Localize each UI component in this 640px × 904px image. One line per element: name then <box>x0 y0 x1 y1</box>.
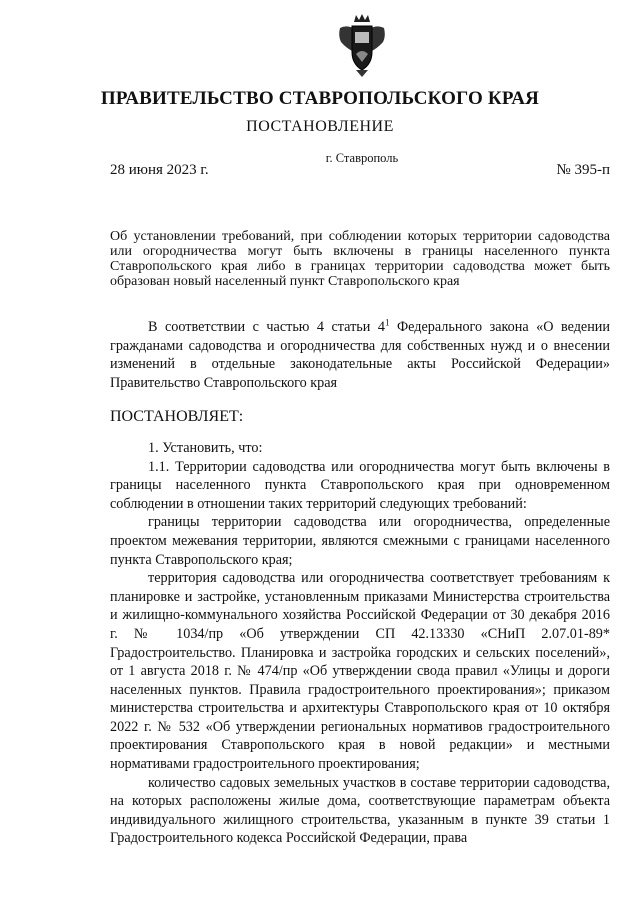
document-body <box>110 318 610 848</box>
preamble-superscript: 1 <box>384 317 390 328</box>
paragraph: количество садовых земельных участков в составе территории садоводства, на которых расположены жилые дома, соответствующие параметрам объекта индивидуального жилищного строительства, указанным в пункте 39 статьи 1 Градостроительного кодекса Российской Федерации, права <box>110 774 610 847</box>
document-date: 28 июня 2023 г. <box>110 162 209 178</box>
city: г. Ставрополь <box>325 151 399 165</box>
document-type: ПОСТАНОВЛЕНИЕ <box>246 118 394 135</box>
decree-word: ПОСТАНОВЛЯЕТ: <box>110 408 244 426</box>
preamble <box>110 318 610 392</box>
paragraph: 1.1. Территории садоводства или огородничества могут быть включены в границы населенного пункта Ставропольского края при одновременном соблюдении в отношении таких территорий следующих требований: <box>110 458 610 512</box>
paragraph: границы территории садоводства или огородничества, определенные проектом межевания территории, являются смежными с границами населенного пункта Ставропольского края; <box>110 514 610 568</box>
paragraph: территория садоводства или огородничества соответствует требованиям к планировке и застройке, установленным приказами Министерства строительства и жилищно-коммунального хозяйства Российской Федерации от 30 декабря 2016 г. № 1034/пр «Об утверждении СП 42.13330 «СНиП 2.07.01-89* Градостроительство. Планировка и застройка городских и сельских поселений», от 1 августа 2018 г. № 474/пр «Об утверждении свода правил «Улицы и дороги населенных пунктов. Правила градостроительного проектирования»; приказом министерства строительства и архитектуры Ставропольского края от 10 октября 2022 г. № 532 «Об утверждении региональных нормативов градостроительного проектирования Ставропольского края в новой редакции» и местными нормативами градостроительного проектирования; <box>110 570 610 773</box>
preamble-text: В соответствии с частью 4 статьи 4 <box>148 319 385 335</box>
organization-name: ПРАВИТЕЛЬСТВО СТАВРОПОЛЬСКОГО КРАЯ <box>100 88 540 109</box>
paragraph: 1. Установить, что: <box>148 439 263 456</box>
preamble-text-continued: Федерального закона «О ведении гражданами садоводства и огородничества для собственных нужд и о внесении изменений в отдельные законодательные акты Российской Федерации» Правительство Ставропольского края <box>110 319 610 391</box>
document-title: Об установлении требований, при соблюдении которых территории садоводства или огородничества могут быть включены в границы населенного пункта Ставропольского края либо в границах территории садоводства может быть образован новый населенный пункт Ставропольского края <box>110 229 610 289</box>
document-number: № 395-п <box>556 162 610 178</box>
coat-of-arms-icon <box>336 12 388 78</box>
